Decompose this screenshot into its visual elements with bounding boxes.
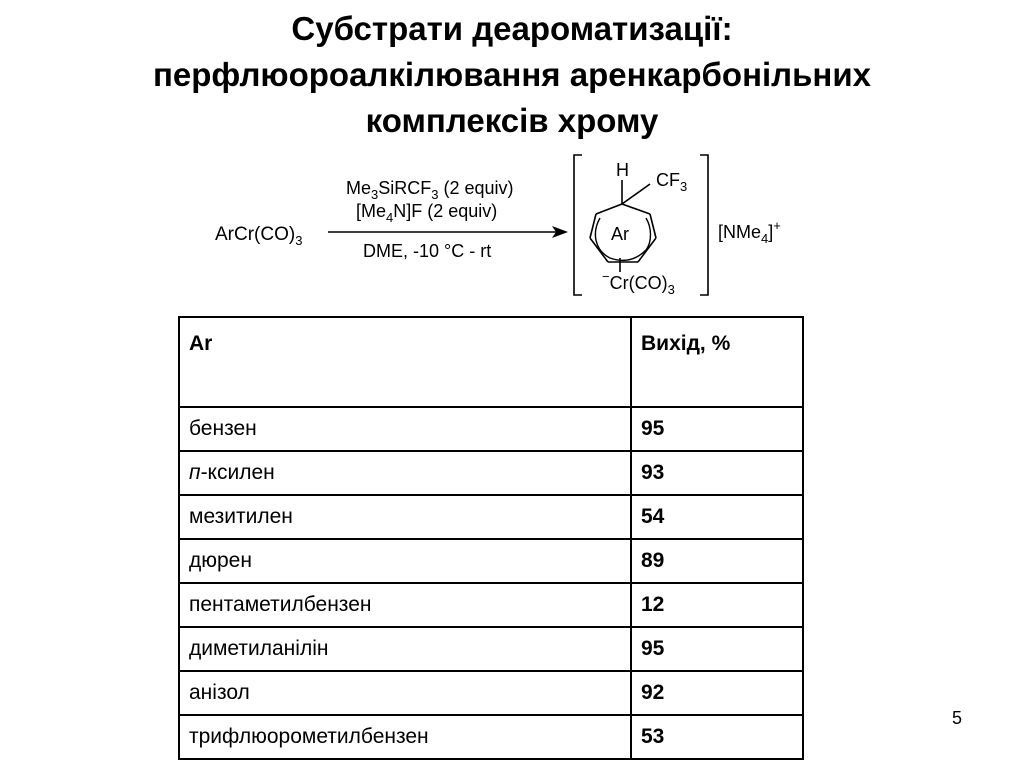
- substrate-cell: пентаметилбензен: [179, 583, 631, 627]
- table-row: [179, 451, 803, 495]
- table-row: [179, 671, 803, 715]
- table-header-row: [179, 317, 803, 407]
- substrate-cell: мезитилен: [179, 495, 631, 539]
- column-header-ar: Ar: [179, 317, 631, 407]
- left-bracket: [574, 155, 582, 295]
- table-row: [179, 583, 803, 627]
- title-line-1: Субстрати деароматизації:: [291, 10, 733, 47]
- yield-cell: 54: [631, 495, 803, 539]
- right-bracket: [700, 155, 708, 295]
- substrate-cell: диметиланілін: [179, 627, 631, 671]
- title-line-3: комплексів хрому: [365, 102, 659, 139]
- table-row: [179, 495, 803, 539]
- cf3-bond: [622, 184, 650, 204]
- substrate-cell: трифлюорометилбензен: [179, 715, 631, 759]
- yield-cell: 95: [631, 627, 803, 671]
- reagent-silane: $Me_3SiRCF_3$ (2 equiv): [346, 178, 514, 202]
- counter-ion-label: [NMe$_4$]+: [718, 218, 781, 246]
- yield-cell: 53: [631, 715, 803, 759]
- chromium-label: $^-Cr(CO)_3$: [602, 269, 675, 297]
- cf3-label: $CF_3$: [656, 170, 688, 194]
- reactant-label: $ArCr(CO)_3$: [215, 224, 303, 248]
- title-line-2: перфлюороалкілювання аренкарбонільних: [152, 56, 872, 93]
- substrate-name: -ксилен: [200, 461, 275, 484]
- table-row: [179, 407, 803, 451]
- yield-cell: 92: [631, 671, 803, 715]
- substrate-cell: бензен: [179, 407, 631, 451]
- table-row: [179, 539, 803, 583]
- hydrogen-label: H: [616, 160, 629, 180]
- table-row: [179, 715, 803, 759]
- yield-table: [178, 316, 804, 760]
- substrate-prefix: п: [189, 461, 201, 484]
- yield-cell: 12: [631, 583, 803, 627]
- page-number: 5: [952, 708, 963, 728]
- yield-cell: 89: [631, 539, 803, 583]
- yield-cell: 93: [631, 451, 803, 495]
- column-header-yield: Вихід, %: [631, 317, 803, 407]
- reagent-fluoride: $[Me_4N]F$ (2 equiv): [356, 201, 498, 225]
- substrate-cell: [179, 451, 631, 495]
- substrate-cell: анізол: [179, 671, 631, 715]
- reaction-scheme: [0, 0, 1024, 310]
- yield-cell: 95: [631, 407, 803, 451]
- ring-ar-label: Ar: [611, 224, 629, 244]
- substrate-cell: дюрен: [179, 539, 631, 583]
- reaction-conditions: DME, -10 °C - rt: [363, 241, 492, 261]
- table-row: [179, 627, 803, 671]
